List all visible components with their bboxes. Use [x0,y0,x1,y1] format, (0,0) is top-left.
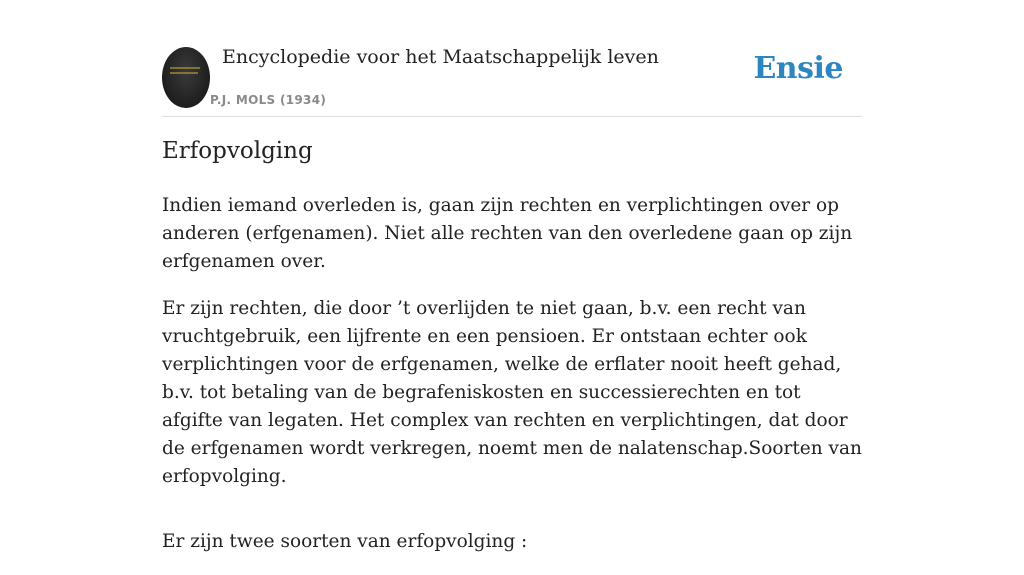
ensie-logo[interactable]: Ensie [753,51,843,86]
article-title: Erfopvolging [162,138,313,164]
article-paragraph: Er zijn twee soorten van erfopvolging : [162,531,528,552]
article-paragraph: Indien iemand overleden is, gaan zijn rechten en verplichtingen over op anderen (erfgenamen). Niet alle rechten van den overledene gaan op zijn erfgenamen over. [162,195,853,272]
page-header [162,40,862,117]
book-cover-image[interactable] [162,47,210,108]
author-label: P.J. MOLS (1934) [210,93,327,107]
cover-decoration [170,67,200,69]
book-title-link[interactable]: Encyclopedie voor het Maatschappelijk leven [222,46,659,68]
article-paragraph: Er zijn rechten, die door ’t overlijden te niet gaan, b.v. een recht van vruchtgebruik, een lijfrente en een pensioen. Er ontstaan echter ook verplichtingen voor de erfgenamen, welke de erflater nooit heeft gehad, b.v. tot betaling van de begrafeniskosten en successierechten en tot afgifte van legaten. Het complex van rechten en verplichtingen, dat door de erfgenamen wordt verkregen, noemt men de nalatenschap.Soorten van erfopvolging. [162,298,862,487]
cover-decoration [170,72,198,74]
article-body [162,192,862,575]
